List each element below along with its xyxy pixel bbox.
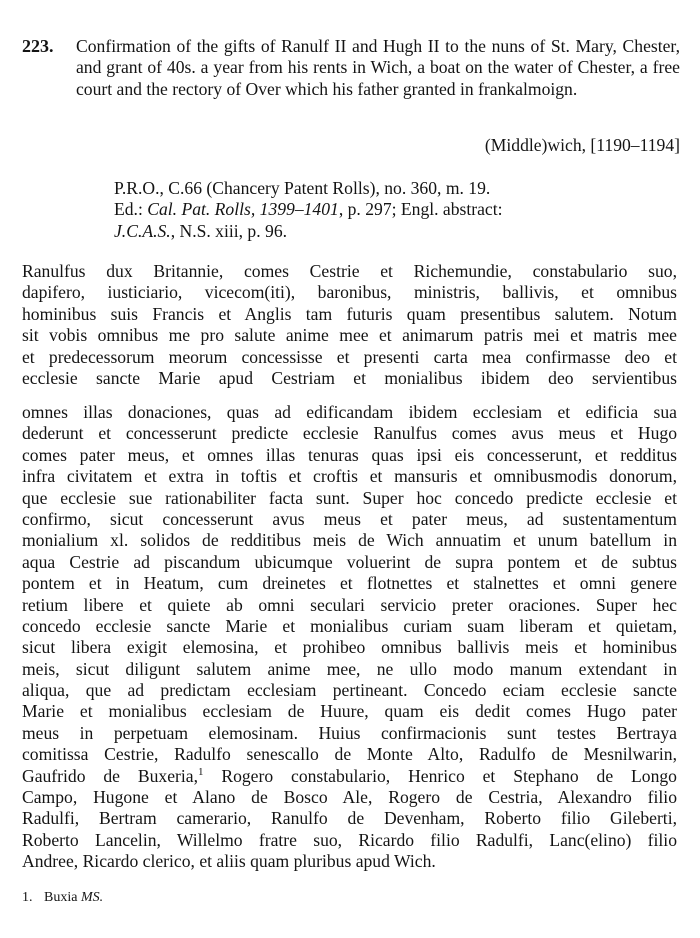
- text-line: hominibus suis Francis et Anglis tam futuris quam presentibus salutem. Notum: [22, 303, 677, 324]
- text-line: Marie et monialibus ecclesiam de Huure, quam eis dedit comes Hugo pater: [22, 701, 677, 722]
- text-line: aliqua, que ad predictam ecclesiam pertineant. Concedo eciam ecclesie sancte: [22, 680, 677, 701]
- journal-title: J.C.A.S.: [114, 220, 171, 241]
- text-line: Roberto Lancelin, Willelmo fratre suo, Ricardo filio Radulfi, Lanc(elino) filio: [22, 829, 677, 850]
- footnote-source: MS.: [80, 890, 104, 905]
- text-line: Radulfi, Bertram camerario, Ranulfo de Devenham, Roberto filio Gileberti,: [22, 808, 677, 829]
- text-line: sicut libera exigit elemosina, et prohibeo omnibus ballivis meis et hominibus: [22, 637, 677, 658]
- text-line: dederunt et concesserunt predicte ecclesie Ranulfus comes avus meus et Hugo: [22, 423, 677, 444]
- text-line: comitissa Cestrie, Radulfo senescallo de Monte Alto, Radulfo de Mesnilwarin,: [22, 744, 677, 765]
- reference-abstract: J.C.A.S., N.S. xiii, p. 96.: [114, 220, 288, 241]
- reference-edition: Ed.: Cal. Pat. Rolls, 1399–1401, p. 297; Engl. abstract:: [114, 199, 503, 220]
- text-line: dapifero, iusticiario, vicecom(iti), baronibus, ministris, ballivis, et omnibus: [22, 282, 677, 303]
- footnote-marker: 1: [197, 765, 204, 778]
- text-line: Campo, Hugone et Alano de Bosco Ale, Rogero de Cestria, Alexandro filio: [22, 787, 677, 808]
- text-line: pontem et in Heatum, cum dreinetes et flotnettes et stalnettes et omni genere: [22, 573, 677, 594]
- text-line: aqua Cestrie ad piscandum ubicumque voluerint de supra pontem et de subtus: [22, 551, 677, 572]
- text-line: que ecclesie sue rationabiliter facta sunt. Super hoc concedo predicte ecclesie et: [22, 487, 677, 508]
- text-line: monialium xl. solidos de redditibus meis de Wich annuatim et unum batellum in: [22, 530, 677, 551]
- text-line-final: Andree, Ricardo clerico, et aliis quam pluribus apud Wich.: [22, 851, 436, 872]
- text-line: meus in perpetuam elemosinam. Huius confirmacionis sunt testes Bertraya: [22, 722, 677, 743]
- text-line: infra civitatem et extra in toftis et croftis et mansuris et omnibusmodis donorum,: [22, 466, 677, 487]
- text-line: confirmo, sicut concesserunt avus meus et pater meus, ad sustentamentum: [22, 508, 677, 529]
- entry-summary: Confirmation of the gifts of Ranulf II and Hugh II to the nuns of St. Mary, Chester, and grant of 40s. a year from his rents in Wich, a boat on the water of Chester, a free court and the rectory of Over which his father granted in frankalmoign.: [76, 36, 680, 99]
- text-line: retium libere et quiete ab omni seculari servicio preter oraciones. Super hec: [22, 594, 677, 615]
- charter-text-part-2: [22, 402, 677, 873]
- edition-title: Cal. Pat. Rolls, 1399–1401: [147, 199, 339, 220]
- text-line: ecclesie sancte Marie apud Cestriam et monialibus ibidem deo servientibus: [22, 367, 677, 388]
- text-line: sit vobis omnibus me pro salute anime mee et animarum patris mei et matris mee: [22, 325, 677, 346]
- text-line: meis, sicut diligunt salutem anime mee, ne ullo modo manum extendant in: [22, 658, 677, 679]
- reference-manuscript: P.R.O., C.66 (Chancery Patent Rolls), no. 360, m. 19.: [114, 178, 491, 198]
- text-line: concedo ecclesie sancte Marie et monialibus curiam suam liberam et quietam,: [22, 615, 677, 636]
- footnote-text: Buxia: [44, 890, 78, 905]
- entry-number: 223.: [22, 36, 54, 56]
- references-block: [114, 178, 634, 242]
- text-line: comes pater meus, et omnes illas tenuras quas ipsi eis concesserunt, et redditus: [22, 444, 677, 465]
- text-line-with-footnote: Gaufrido de Buxeria,$^1$ Rogero constabulario, Henrico et Stephano de Longo: [22, 765, 677, 786]
- footnote-number: 1.: [22, 890, 33, 905]
- footnote: [22, 889, 103, 907]
- text-line: Ranulfus dux Britannie, comes Cestrie et Richemundie, constabulario suo,: [22, 261, 677, 281]
- place-and-date: (Middle)wich, [1190–1194]: [484, 135, 680, 155]
- charter-text-part-1: [22, 261, 677, 389]
- text-line: omnes illas donaciones, quas ad edificandam ibidem ecclesiam et edificia sua: [22, 402, 677, 422]
- text-line: et predecessorum meorum concessisse et presenti carta mea confirmasse deo et: [22, 346, 677, 367]
